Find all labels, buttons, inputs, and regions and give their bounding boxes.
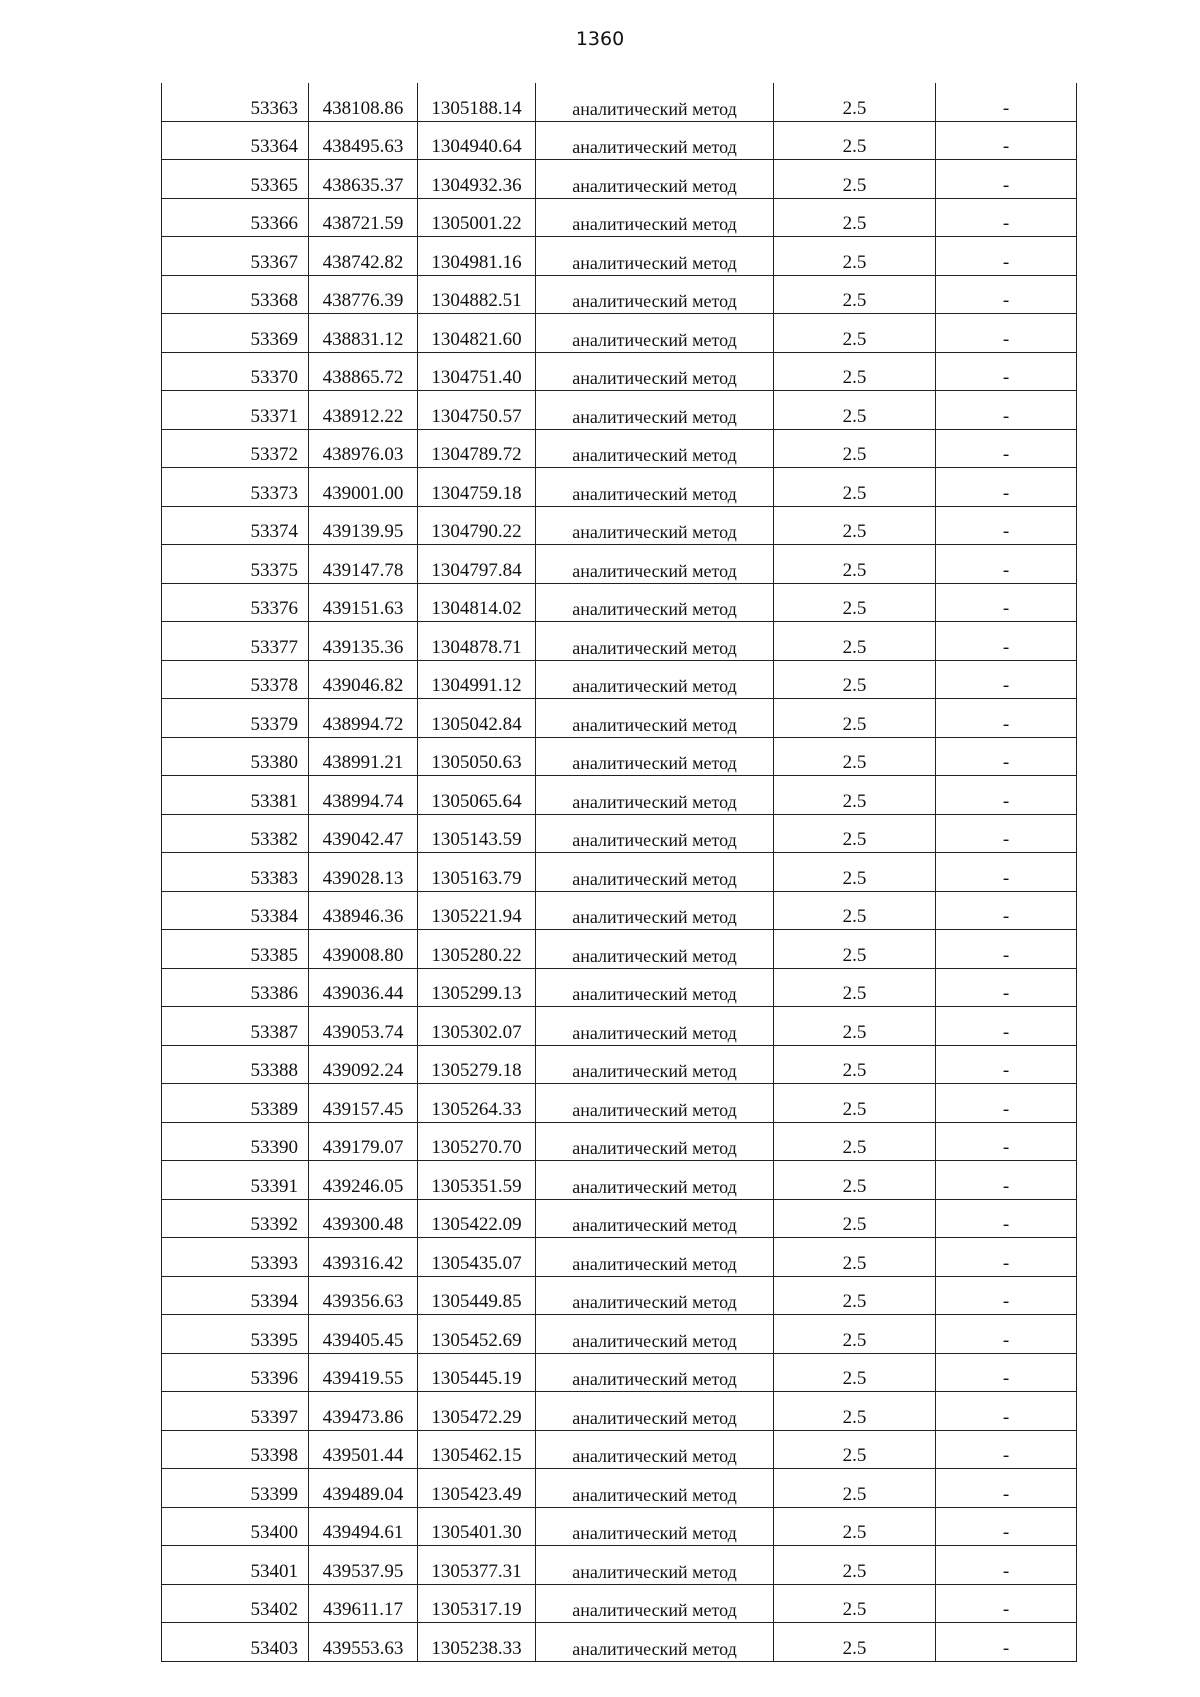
- x-coordinate-cell: 439419.55: [309, 1353, 418, 1392]
- x-coordinate-cell: 438721.59: [309, 198, 418, 237]
- table-row: [162, 391, 1077, 430]
- point-number-cell: 53369: [162, 314, 309, 353]
- accuracy-cell: 2.5: [774, 429, 936, 468]
- x-coordinate-cell: 439537.95: [309, 1546, 418, 1585]
- y-coordinate-cell: 1305221.94: [418, 891, 536, 930]
- note-cell: -: [936, 1238, 1077, 1277]
- table-row: [162, 468, 1077, 507]
- note-cell: -: [936, 1122, 1077, 1161]
- accuracy-cell: 2.5: [774, 814, 936, 853]
- accuracy-cell: 2.5: [774, 1276, 936, 1315]
- method-cell: аналитический метод: [536, 1584, 774, 1623]
- y-coordinate-cell: 1305317.19: [418, 1584, 536, 1623]
- method-cell: аналитический метод: [536, 737, 774, 776]
- y-coordinate-cell: 1305351.59: [418, 1161, 536, 1200]
- method-cell: аналитический метод: [536, 1507, 774, 1546]
- y-coordinate-cell: 1305299.13: [418, 968, 536, 1007]
- y-coordinate-cell: 1305452.69: [418, 1315, 536, 1354]
- table-row: [162, 1045, 1077, 1084]
- note-cell: -: [936, 314, 1077, 353]
- point-number-cell: 53367: [162, 237, 309, 276]
- note-cell: -: [936, 853, 1077, 892]
- accuracy-cell: 2.5: [774, 622, 936, 661]
- table-row: [162, 853, 1077, 892]
- table-row: [162, 1084, 1077, 1123]
- y-coordinate-cell: 1305462.15: [418, 1430, 536, 1469]
- x-coordinate-cell: 439036.44: [309, 968, 418, 1007]
- x-coordinate-cell: 439473.86: [309, 1392, 418, 1431]
- accuracy-cell: 2.5: [774, 1584, 936, 1623]
- x-coordinate-cell: 438742.82: [309, 237, 418, 276]
- method-cell: аналитический метод: [536, 1392, 774, 1431]
- accuracy-cell: 2.5: [774, 1045, 936, 1084]
- point-number-cell: 53398: [162, 1430, 309, 1469]
- accuracy-cell: 2.5: [774, 160, 936, 199]
- note-cell: -: [936, 622, 1077, 661]
- y-coordinate-cell: 1305435.07: [418, 1238, 536, 1277]
- x-coordinate-cell: 439092.24: [309, 1045, 418, 1084]
- note-cell: -: [936, 506, 1077, 545]
- method-cell: аналитический метод: [536, 930, 774, 969]
- point-number-cell: 53391: [162, 1161, 309, 1200]
- table-row: [162, 583, 1077, 622]
- method-cell: аналитический метод: [536, 468, 774, 507]
- point-number-cell: 53385: [162, 930, 309, 969]
- y-coordinate-cell: 1305001.22: [418, 198, 536, 237]
- note-cell: -: [936, 814, 1077, 853]
- table-row: [162, 429, 1077, 468]
- table-row: [162, 1238, 1077, 1277]
- point-number-cell: 53403: [162, 1623, 309, 1662]
- table-row: [162, 1584, 1077, 1623]
- method-cell: аналитический метод: [536, 1276, 774, 1315]
- y-coordinate-cell: 1305143.59: [418, 814, 536, 853]
- x-coordinate-cell: 439157.45: [309, 1084, 418, 1123]
- point-number-cell: 53400: [162, 1507, 309, 1546]
- x-coordinate-cell: 438865.72: [309, 352, 418, 391]
- table-row: [162, 1161, 1077, 1200]
- x-coordinate-cell: 439489.04: [309, 1469, 418, 1508]
- note-cell: -: [936, 1084, 1077, 1123]
- point-number-cell: 53379: [162, 699, 309, 738]
- point-number-cell: 53365: [162, 160, 309, 199]
- method-cell: аналитический метод: [536, 583, 774, 622]
- point-number-cell: 53383: [162, 853, 309, 892]
- table-row: [162, 160, 1077, 199]
- table-row: [162, 1392, 1077, 1431]
- accuracy-cell: 2.5: [774, 468, 936, 507]
- note-cell: -: [936, 1161, 1077, 1200]
- note-cell: -: [936, 160, 1077, 199]
- point-number-cell: 53366: [162, 198, 309, 237]
- x-coordinate-cell: 439405.45: [309, 1315, 418, 1354]
- note-cell: -: [936, 1007, 1077, 1046]
- y-coordinate-cell: 1305238.33: [418, 1623, 536, 1662]
- x-coordinate-cell: 438994.74: [309, 776, 418, 815]
- x-coordinate-cell: 439008.80: [309, 930, 418, 969]
- point-number-cell: 53372: [162, 429, 309, 468]
- point-number-cell: 53363: [162, 83, 309, 121]
- point-number-cell: 53394: [162, 1276, 309, 1315]
- note-cell: -: [936, 699, 1077, 738]
- note-cell: -: [936, 391, 1077, 430]
- method-cell: аналитический метод: [536, 1238, 774, 1277]
- point-number-cell: 53390: [162, 1122, 309, 1161]
- accuracy-cell: 2.5: [774, 1161, 936, 1200]
- point-number-cell: 53392: [162, 1199, 309, 1238]
- table-row: [162, 1353, 1077, 1392]
- y-coordinate-cell: 1305264.33: [418, 1084, 536, 1123]
- method-cell: аналитический метод: [536, 429, 774, 468]
- note-cell: -: [936, 1546, 1077, 1585]
- accuracy-cell: 2.5: [774, 1623, 936, 1662]
- accuracy-cell: 2.5: [774, 198, 936, 237]
- note-cell: -: [936, 468, 1077, 507]
- point-number-cell: 53364: [162, 121, 309, 160]
- x-coordinate-cell: 438994.72: [309, 699, 418, 738]
- x-coordinate-cell: 439316.42: [309, 1238, 418, 1277]
- table-row: [162, 83, 1077, 121]
- x-coordinate-cell: 439246.05: [309, 1161, 418, 1200]
- point-number-cell: 53393: [162, 1238, 309, 1277]
- x-coordinate-cell: 438991.21: [309, 737, 418, 776]
- note-cell: -: [936, 275, 1077, 314]
- point-number-cell: 53377: [162, 622, 309, 661]
- table-row: [162, 121, 1077, 160]
- x-coordinate-cell: 439151.63: [309, 583, 418, 622]
- point-number-cell: 53368: [162, 275, 309, 314]
- point-number-cell: 53389: [162, 1084, 309, 1123]
- method-cell: аналитический метод: [536, 1623, 774, 1662]
- method-cell: аналитический метод: [536, 545, 774, 584]
- point-number-cell: 53382: [162, 814, 309, 853]
- table-row: [162, 1546, 1077, 1585]
- note-cell: -: [936, 83, 1077, 121]
- x-coordinate-cell: 438912.22: [309, 391, 418, 430]
- accuracy-cell: 2.5: [774, 545, 936, 584]
- note-cell: -: [936, 237, 1077, 276]
- note-cell: -: [936, 1469, 1077, 1508]
- y-coordinate-cell: 1305422.09: [418, 1199, 536, 1238]
- method-cell: аналитический метод: [536, 198, 774, 237]
- note-cell: -: [936, 1392, 1077, 1431]
- y-coordinate-cell: 1304750.57: [418, 391, 536, 430]
- method-cell: аналитический метод: [536, 1353, 774, 1392]
- method-cell: аналитический метод: [536, 1045, 774, 1084]
- y-coordinate-cell: 1305302.07: [418, 1007, 536, 1046]
- x-coordinate-cell: 438976.03: [309, 429, 418, 468]
- accuracy-cell: 2.5: [774, 83, 936, 121]
- accuracy-cell: 2.5: [774, 237, 936, 276]
- note-cell: -: [936, 1584, 1077, 1623]
- table-row: [162, 660, 1077, 699]
- method-cell: аналитический метод: [536, 1122, 774, 1161]
- table-row: [162, 968, 1077, 1007]
- point-number-cell: 53399: [162, 1469, 309, 1508]
- accuracy-cell: 2.5: [774, 1199, 936, 1238]
- table-row: [162, 1199, 1077, 1238]
- note-cell: -: [936, 737, 1077, 776]
- table-row: [162, 1122, 1077, 1161]
- accuracy-cell: 2.5: [774, 660, 936, 699]
- accuracy-cell: 2.5: [774, 314, 936, 353]
- y-coordinate-cell: 1304751.40: [418, 352, 536, 391]
- accuracy-cell: 2.5: [774, 121, 936, 160]
- note-cell: -: [936, 429, 1077, 468]
- table-row: [162, 622, 1077, 661]
- note-cell: -: [936, 121, 1077, 160]
- table-row: [162, 1623, 1077, 1662]
- note-cell: -: [936, 891, 1077, 930]
- y-coordinate-cell: 1305042.84: [418, 699, 536, 738]
- accuracy-cell: 2.5: [774, 699, 936, 738]
- table-row: [162, 506, 1077, 545]
- point-number-cell: 53370: [162, 352, 309, 391]
- y-coordinate-cell: 1304814.02: [418, 583, 536, 622]
- note-cell: -: [936, 1199, 1077, 1238]
- y-coordinate-cell: 1304821.60: [418, 314, 536, 353]
- method-cell: аналитический метод: [536, 1007, 774, 1046]
- x-coordinate-cell: 439356.63: [309, 1276, 418, 1315]
- accuracy-cell: 2.5: [774, 1122, 936, 1161]
- point-number-cell: 53378: [162, 660, 309, 699]
- method-cell: аналитический метод: [536, 275, 774, 314]
- table-row: [162, 1315, 1077, 1354]
- y-coordinate-cell: 1305280.22: [418, 930, 536, 969]
- note-cell: -: [936, 776, 1077, 815]
- point-number-cell: 53388: [162, 1045, 309, 1084]
- accuracy-cell: 2.5: [774, 776, 936, 815]
- point-number-cell: 53402: [162, 1584, 309, 1623]
- y-coordinate-cell: 1305472.29: [418, 1392, 536, 1431]
- x-coordinate-cell: 439139.95: [309, 506, 418, 545]
- accuracy-cell: 2.5: [774, 1546, 936, 1585]
- point-number-cell: 53395: [162, 1315, 309, 1354]
- point-number-cell: 53387: [162, 1007, 309, 1046]
- method-cell: аналитический метод: [536, 391, 774, 430]
- accuracy-cell: 2.5: [774, 1469, 936, 1508]
- method-cell: аналитический метод: [536, 506, 774, 545]
- y-coordinate-cell: 1305377.31: [418, 1546, 536, 1585]
- y-coordinate-cell: 1305163.79: [418, 853, 536, 892]
- note-cell: -: [936, 545, 1077, 584]
- y-coordinate-cell: 1305401.30: [418, 1507, 536, 1546]
- table-row: [162, 198, 1077, 237]
- page-number: 1360: [575, 28, 625, 50]
- method-cell: аналитический метод: [536, 1315, 774, 1354]
- note-cell: -: [936, 583, 1077, 622]
- accuracy-cell: 2.5: [774, 1315, 936, 1354]
- x-coordinate-cell: 438776.39: [309, 275, 418, 314]
- accuracy-cell: 2.5: [774, 1392, 936, 1431]
- accuracy-cell: 2.5: [774, 506, 936, 545]
- method-cell: аналитический метод: [536, 121, 774, 160]
- accuracy-cell: 2.5: [774, 1430, 936, 1469]
- accuracy-cell: 2.5: [774, 930, 936, 969]
- table-row: [162, 891, 1077, 930]
- note-cell: -: [936, 352, 1077, 391]
- y-coordinate-cell: 1304991.12: [418, 660, 536, 699]
- accuracy-cell: 2.5: [774, 352, 936, 391]
- note-cell: -: [936, 1276, 1077, 1315]
- x-coordinate-cell: 438635.37: [309, 160, 418, 199]
- table-row: [162, 237, 1077, 276]
- point-number-cell: 53396: [162, 1353, 309, 1392]
- method-cell: аналитический метод: [536, 1430, 774, 1469]
- y-coordinate-cell: 1305188.14: [418, 83, 536, 121]
- note-cell: -: [936, 198, 1077, 237]
- note-cell: -: [936, 968, 1077, 1007]
- y-coordinate-cell: 1305445.19: [418, 1353, 536, 1392]
- method-cell: аналитический метод: [536, 1546, 774, 1585]
- method-cell: аналитический метод: [536, 1084, 774, 1123]
- coordinates-table: [161, 83, 1077, 1662]
- accuracy-cell: 2.5: [774, 583, 936, 622]
- accuracy-cell: 2.5: [774, 968, 936, 1007]
- note-cell: -: [936, 660, 1077, 699]
- point-number-cell: 53371: [162, 391, 309, 430]
- table-row: [162, 1507, 1077, 1546]
- x-coordinate-cell: 439553.63: [309, 1623, 418, 1662]
- point-number-cell: 53375: [162, 545, 309, 584]
- x-coordinate-cell: 438108.86: [309, 83, 418, 121]
- note-cell: -: [936, 1353, 1077, 1392]
- y-coordinate-cell: 1304759.18: [418, 468, 536, 507]
- method-cell: аналитический метод: [536, 352, 774, 391]
- table-row: [162, 275, 1077, 314]
- y-coordinate-cell: 1304789.72: [418, 429, 536, 468]
- x-coordinate-cell: 439147.78: [309, 545, 418, 584]
- table-row: [162, 1007, 1077, 1046]
- table-row: [162, 737, 1077, 776]
- x-coordinate-cell: 439611.17: [309, 1584, 418, 1623]
- point-number-cell: 53381: [162, 776, 309, 815]
- accuracy-cell: 2.5: [774, 275, 936, 314]
- point-number-cell: 53386: [162, 968, 309, 1007]
- y-coordinate-cell: 1304878.71: [418, 622, 536, 661]
- accuracy-cell: 2.5: [774, 1084, 936, 1123]
- accuracy-cell: 2.5: [774, 1507, 936, 1546]
- table-row: [162, 352, 1077, 391]
- note-cell: -: [936, 1045, 1077, 1084]
- method-cell: аналитический метод: [536, 814, 774, 853]
- y-coordinate-cell: 1304940.64: [418, 121, 536, 160]
- accuracy-cell: 2.5: [774, 737, 936, 776]
- note-cell: -: [936, 930, 1077, 969]
- method-cell: аналитический метод: [536, 853, 774, 892]
- note-cell: -: [936, 1315, 1077, 1354]
- method-cell: аналитический метод: [536, 699, 774, 738]
- x-coordinate-cell: 438495.63: [309, 121, 418, 160]
- x-coordinate-cell: 439494.61: [309, 1507, 418, 1546]
- x-coordinate-cell: 439001.00: [309, 468, 418, 507]
- method-cell: аналитический метод: [536, 1161, 774, 1200]
- method-cell: аналитический метод: [536, 83, 774, 121]
- point-number-cell: 53397: [162, 1392, 309, 1431]
- accuracy-cell: 2.5: [774, 1007, 936, 1046]
- y-coordinate-cell: 1304797.84: [418, 545, 536, 584]
- table-row: [162, 1469, 1077, 1508]
- accuracy-cell: 2.5: [774, 1353, 936, 1392]
- note-cell: -: [936, 1507, 1077, 1546]
- y-coordinate-cell: 1305050.63: [418, 737, 536, 776]
- point-number-cell: 53384: [162, 891, 309, 930]
- x-coordinate-cell: 439135.36: [309, 622, 418, 661]
- point-number-cell: 53374: [162, 506, 309, 545]
- point-number-cell: 53376: [162, 583, 309, 622]
- method-cell: аналитический метод: [536, 314, 774, 353]
- x-coordinate-cell: 438946.36: [309, 891, 418, 930]
- x-coordinate-cell: 439053.74: [309, 1007, 418, 1046]
- note-cell: -: [936, 1623, 1077, 1662]
- table-row: [162, 545, 1077, 584]
- x-coordinate-cell: 439042.47: [309, 814, 418, 853]
- method-cell: аналитический метод: [536, 660, 774, 699]
- table-row: [162, 1430, 1077, 1469]
- point-number-cell: 53380: [162, 737, 309, 776]
- table-row: [162, 1276, 1077, 1315]
- point-number-cell: 53373: [162, 468, 309, 507]
- y-coordinate-cell: 1305065.64: [418, 776, 536, 815]
- x-coordinate-cell: 439300.48: [309, 1199, 418, 1238]
- x-coordinate-cell: 439179.07: [309, 1122, 418, 1161]
- x-coordinate-cell: 439501.44: [309, 1430, 418, 1469]
- accuracy-cell: 2.5: [774, 891, 936, 930]
- y-coordinate-cell: 1304882.51: [418, 275, 536, 314]
- x-coordinate-cell: 439046.82: [309, 660, 418, 699]
- table-row: [162, 814, 1077, 853]
- point-number-cell: 53401: [162, 1546, 309, 1585]
- table-body: [162, 83, 1077, 1661]
- method-cell: аналитический метод: [536, 776, 774, 815]
- method-cell: аналитический метод: [536, 1469, 774, 1508]
- x-coordinate-cell: 438831.12: [309, 314, 418, 353]
- method-cell: аналитический метод: [536, 622, 774, 661]
- y-coordinate-cell: 1304981.16: [418, 237, 536, 276]
- method-cell: аналитический метод: [536, 237, 774, 276]
- x-coordinate-cell: 439028.13: [309, 853, 418, 892]
- method-cell: аналитический метод: [536, 968, 774, 1007]
- method-cell: аналитический метод: [536, 891, 774, 930]
- y-coordinate-cell: 1305270.70: [418, 1122, 536, 1161]
- accuracy-cell: 2.5: [774, 853, 936, 892]
- table-row: [162, 314, 1077, 353]
- table-row: [162, 699, 1077, 738]
- y-coordinate-cell: 1305449.85: [418, 1276, 536, 1315]
- accuracy-cell: 2.5: [774, 391, 936, 430]
- y-coordinate-cell: 1305423.49: [418, 1469, 536, 1508]
- table-row: [162, 776, 1077, 815]
- method-cell: аналитический метод: [536, 1199, 774, 1238]
- accuracy-cell: 2.5: [774, 1238, 936, 1277]
- y-coordinate-cell: 1305279.18: [418, 1045, 536, 1084]
- note-cell: -: [936, 1430, 1077, 1469]
- method-cell: аналитический метод: [536, 160, 774, 199]
- y-coordinate-cell: 1304932.36: [418, 160, 536, 199]
- y-coordinate-cell: 1304790.22: [418, 506, 536, 545]
- table-row: [162, 930, 1077, 969]
